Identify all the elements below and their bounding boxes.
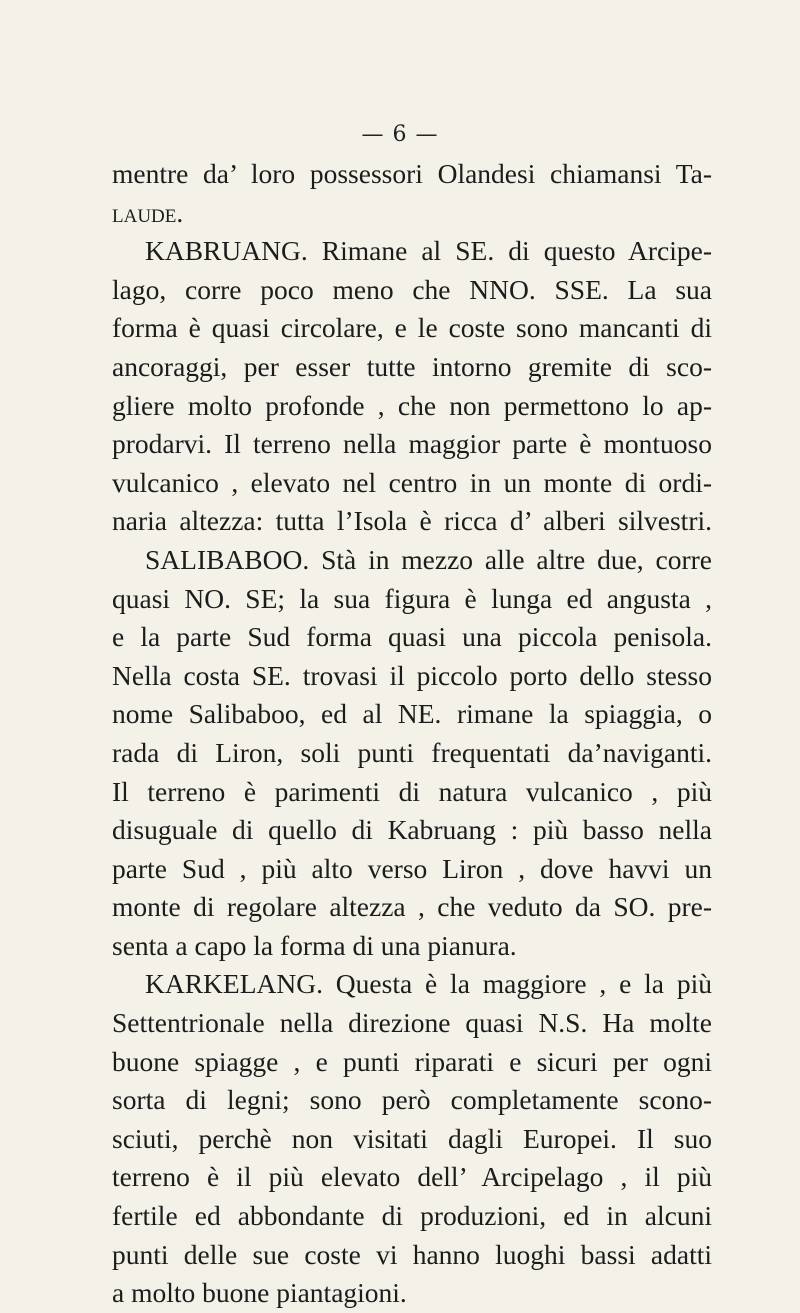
page-number: — 6 —: [361, 122, 439, 147]
text-line: rada di Liron, soli punti frequentati da’naviganti.: [112, 736, 712, 768]
text-line: quasi NO. SE; la sua figura è lunga ed angusta ,: [112, 582, 712, 614]
text-line: senta a capo la forma di una pianura.: [112, 929, 517, 961]
text-line: a molto buone piantagioni.: [112, 1277, 407, 1309]
text-line: SALIBABOO. Stà in mezzo alle altre due, corre: [145, 543, 712, 575]
text-line: fertile ed abbondante di produzioni, ed in alcuni: [112, 1200, 712, 1232]
text-line: lago, corre poco meno che NNO. SSE. La sua: [112, 273, 712, 305]
text-line: laude.: [112, 196, 184, 228]
text-line: punti delle sue coste vi hanno luoghi bassi adatti: [112, 1238, 712, 1270]
text-line: Nella costa SE. trovasi il piccolo porto dello stesso: [112, 659, 712, 691]
text-line: gliere molto profonde , che non permettono lo ap-: [112, 389, 712, 421]
text-line: nome Salibaboo, ed al NE. rimane la spiaggia, o: [112, 698, 712, 730]
text-line: ancoraggi, per esser tutte intorno gremite di sco-: [112, 350, 712, 382]
text-line: sorta di legni; sono però completamente scono-: [112, 1084, 712, 1116]
text-line: Il terreno è parimenti di natura vulcanico , più: [112, 775, 712, 807]
text-line: prodarvi. Il terreno nella maggior parte è montuoso: [112, 428, 712, 460]
text-line: e la parte Sud forma quasi una piccola penisola.: [112, 621, 712, 653]
body-text: [112, 155, 712, 1313]
text-line: monte di regolare altezza , che veduto da SO. pre-: [112, 891, 712, 923]
text-line: KARKELANG. Questa è la maggiore , e la più: [145, 968, 712, 1000]
text-line: Settentrionale nella direzione quasi N.S. Ha molte: [112, 1007, 712, 1039]
text-line: mentre da’ loro possessori Olandesi chiamansi Ta-: [112, 158, 712, 189]
text-line: terreno è il più elevato dell’ Arcipelago , il più: [112, 1161, 712, 1193]
text-line: KABRUANG. Rimane al SE. di questo Arcipe-: [145, 235, 712, 267]
text-line: parte Sud , più alto verso Liron , dove havvi un: [112, 852, 712, 884]
text-line: naria altezza: tutta l’Isola è ricca d’ alberi silvestri.: [112, 505, 712, 537]
text-line: forma è quasi circolare, e le coste sono mancanti di: [112, 312, 712, 344]
text-line: vulcanico , elevato nel centro in un monte di ordi-: [112, 466, 712, 498]
text-line: sciuti, perchè non visitati dagli Europei. Il suo: [112, 1122, 712, 1154]
text-line: disuguale di quello di Kabruang : più basso nella: [112, 814, 712, 846]
text-line: buone spiagge , e punti riparati e sicuri per ogni: [112, 1045, 712, 1077]
